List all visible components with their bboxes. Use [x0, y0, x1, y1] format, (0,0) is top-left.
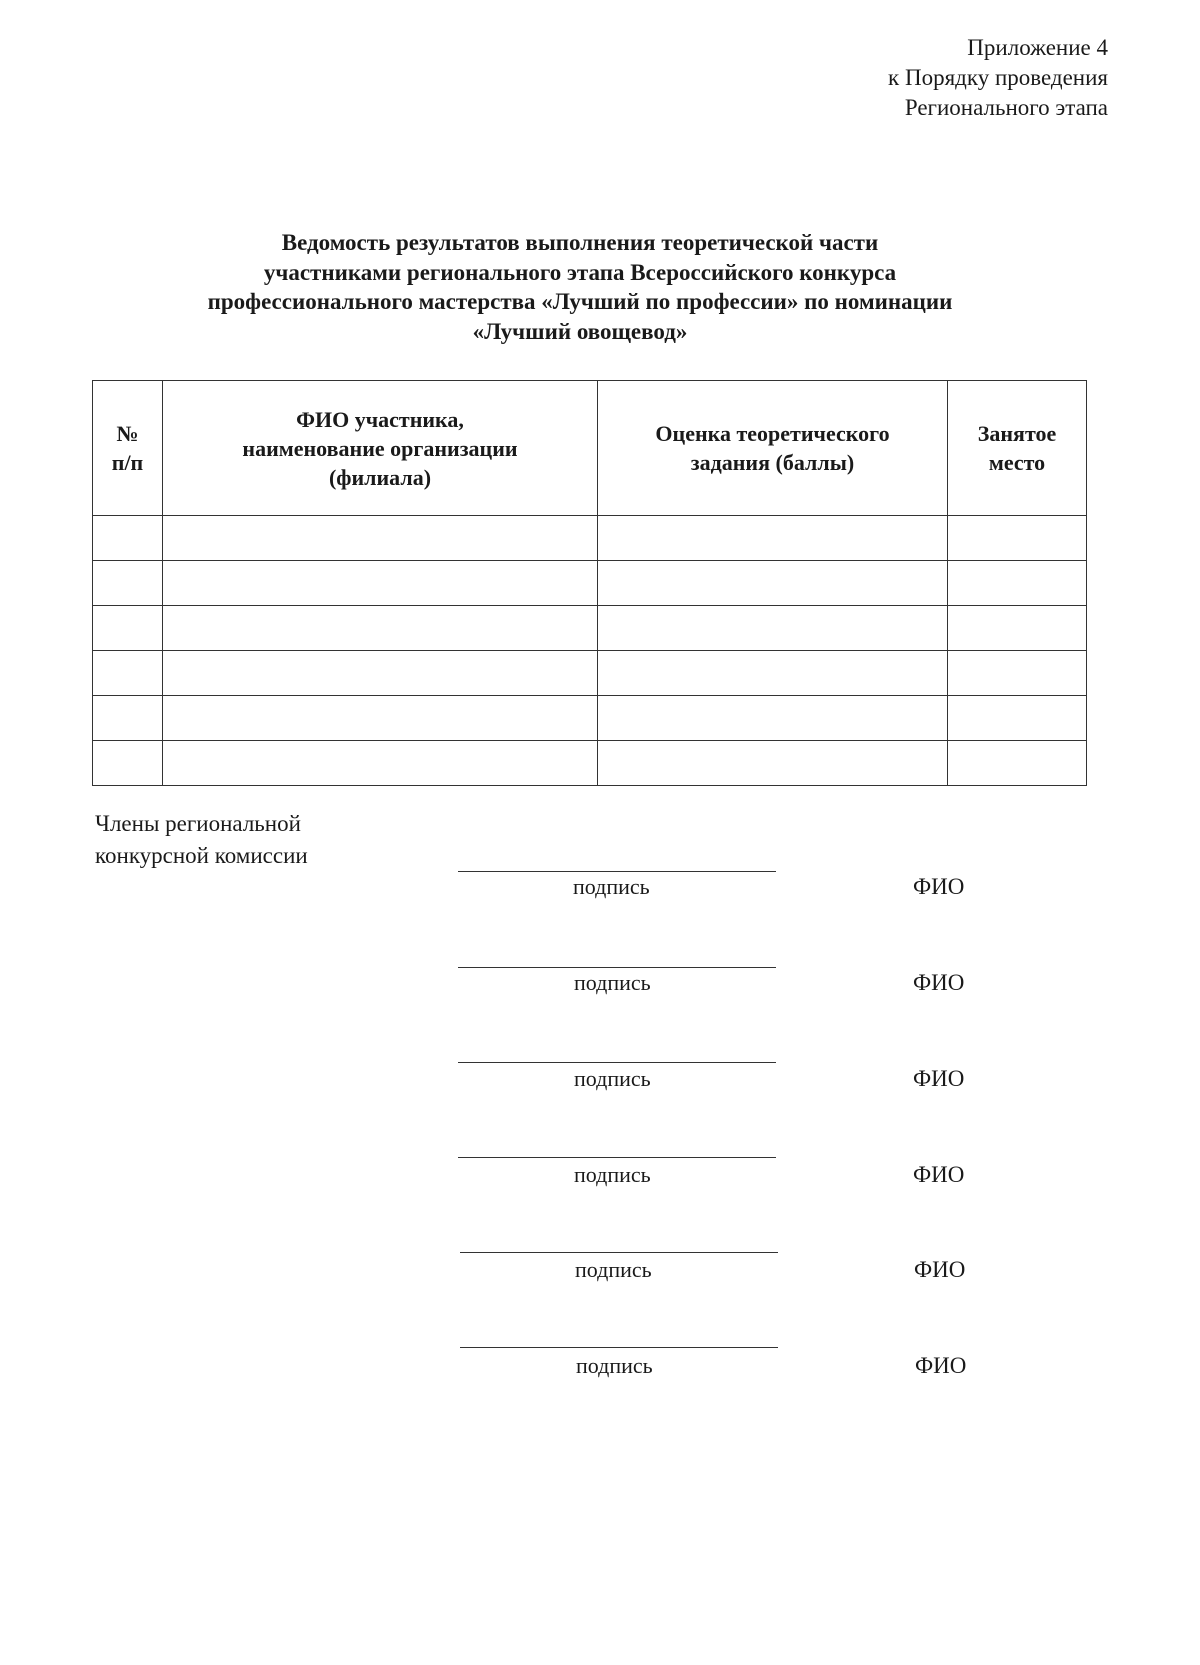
signature-line: [458, 871, 776, 872]
cell-place: [948, 606, 1087, 651]
cell-place: [948, 561, 1087, 606]
cell-number: [93, 696, 163, 741]
cell-number: [93, 651, 163, 696]
signature-caption: подпись: [576, 1353, 653, 1378]
appendix-line-1: Приложение 4: [967, 35, 1108, 60]
signature-line: [458, 1062, 776, 1063]
header-number: № п/п: [93, 381, 163, 516]
cell-place: [948, 516, 1087, 561]
title-line-2: участниками регионального этапа Всероссийского конкурса: [263, 259, 897, 285]
cell-participant: [163, 651, 598, 696]
appendix-line-3: Регионального этапа: [904, 95, 1108, 120]
cell-participant: [163, 741, 598, 786]
cell-place: [948, 741, 1087, 786]
cell-score: [598, 606, 948, 651]
appendix-note: [888, 33, 1108, 123]
title-line-1: Ведомость результатов выполнения теоретической части: [281, 230, 879, 255]
signature-line: [458, 1157, 776, 1158]
cell-number: [93, 606, 163, 651]
cell-score: [598, 561, 948, 606]
cell-participant: [163, 516, 598, 561]
signature-caption: подпись: [574, 1066, 651, 1091]
table-row: [93, 651, 1087, 696]
fio-caption: ФИО: [913, 1066, 965, 1091]
cell-score: [598, 741, 948, 786]
table-row: [93, 561, 1087, 606]
cell-score: [598, 516, 948, 561]
document-title: [130, 228, 1030, 346]
cell-place: [948, 696, 1087, 741]
cell-place: [948, 651, 1087, 696]
fio-caption: ФИО: [913, 970, 965, 995]
table-header-row: [93, 381, 1087, 516]
fio-caption: ФИО: [915, 1353, 967, 1378]
cell-number: [93, 741, 163, 786]
title-line-4: «Лучший овощевод»: [472, 318, 688, 344]
signature-caption: подпись: [574, 1162, 651, 1187]
table-row: [93, 516, 1087, 561]
fio-caption: ФИО: [913, 874, 965, 899]
header-participant-name: ФИО участника, наименование организации (филиала): [163, 381, 598, 516]
signature-caption: подпись: [573, 874, 650, 899]
header-place: Занятое место: [948, 381, 1087, 516]
title-line-3: профессионального мастерства «Лучший по профессии» по номинации: [207, 289, 953, 314]
signature-line: [460, 1347, 778, 1348]
fio-caption: ФИО: [913, 1162, 965, 1187]
signature-line: [460, 1252, 778, 1253]
header-score: Оценка теоретического задания (баллы): [598, 381, 948, 516]
results-table: [92, 380, 1087, 786]
cell-participant: [163, 696, 598, 741]
cell-number: [93, 561, 163, 606]
cell-participant: [163, 606, 598, 651]
commission-line-1: Члены региональной: [95, 811, 301, 836]
signature-line: [458, 967, 776, 968]
cell-score: [598, 651, 948, 696]
table-row: [93, 696, 1087, 741]
fio-caption: ФИО: [914, 1257, 966, 1282]
appendix-line-2: к Порядку проведения: [888, 65, 1108, 90]
cell-number: [93, 516, 163, 561]
signature-caption: подпись: [574, 970, 651, 995]
cell-score: [598, 696, 948, 741]
signature-caption: подпись: [575, 1257, 652, 1282]
commission-label: [95, 808, 308, 872]
table-row: [93, 606, 1087, 651]
table-row: [93, 741, 1087, 786]
commission-line-2: конкурсной комиссии: [95, 843, 308, 868]
cell-participant: [163, 561, 598, 606]
